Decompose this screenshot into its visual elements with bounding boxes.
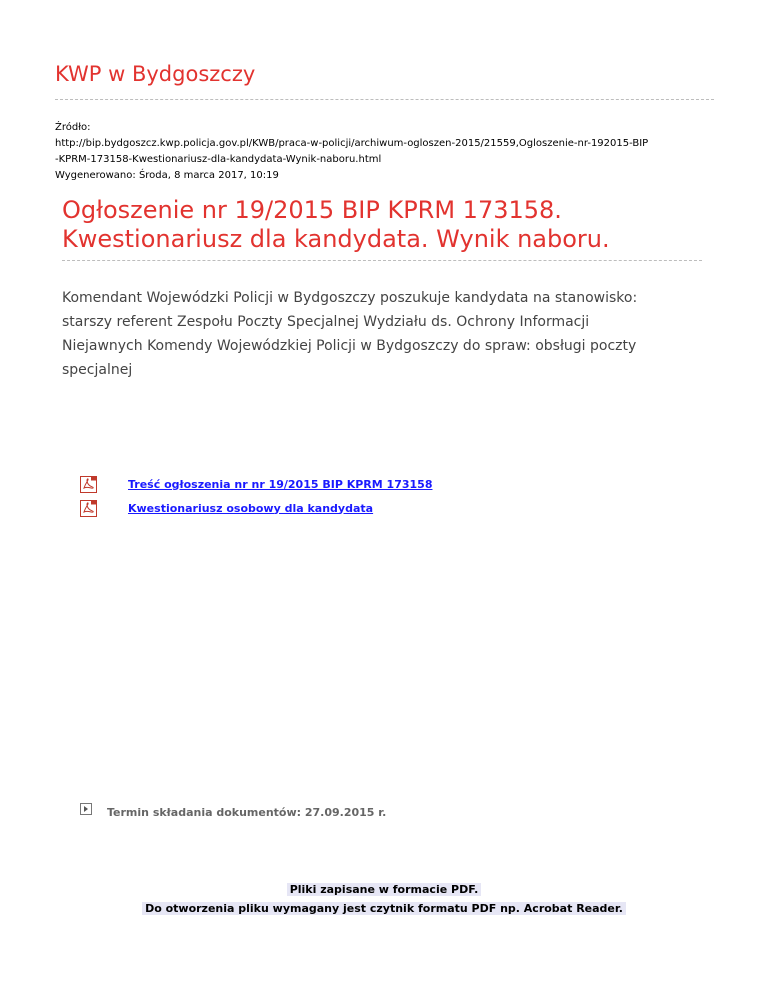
body-line1: Komendant Wojewódzki Policji w Bydgoszczy poszukuje kandydata na stanowisko: [62, 290, 638, 306]
bullet-arrow-icon [80, 803, 92, 815]
article-title-line1: Ogłoszenie nr 19/2015 BIP KPRM 173158. [62, 196, 562, 224]
header-divider [55, 99, 714, 100]
pdf-note-line1: Pliki zapisane w formacie PDF. [287, 883, 482, 896]
article-title [62, 196, 702, 254]
attachment-link-kwestionariusz[interactable]: Kwestionariusz osobowy dla kandydata [128, 501, 374, 515]
source-meta [55, 120, 725, 184]
pdf-icon[interactable] [80, 500, 97, 517]
body-line2: starszy referent Zespołu Poczty Specjalnej Wydziału ds. Ochrony Informacji [62, 314, 590, 330]
article-title-line2: Kwestionariusz dla kandydata. Wynik naboru. [62, 225, 610, 253]
attachment-link-ogloszenie[interactable]: Treść ogłoszenia nr nr 19/2015 BIP KPRM 173158 [128, 477, 433, 491]
source-url-line2: -KPRM-173158-Kwestionariusz-dla-kandydata-Wynik-naboru.html [55, 154, 382, 165]
pdf-note [0, 880, 768, 918]
pdf-note-line2: Do otworzenia pliku wymagany jest czytnik formatu PDF np. Acrobat Reader. [142, 902, 626, 915]
generated-date: Wygenerowano: Środa, 8 marca 2017, 10:19 [55, 170, 279, 181]
attachment-item[interactable] [80, 496, 432, 520]
attachment-item[interactable] [80, 472, 432, 496]
source-label: Źródło: [55, 122, 91, 133]
deadline-text: Termin składania dokumentów: 27.09.2015 r. [107, 806, 387, 819]
site-title: KWP w Bydgoszczy [55, 62, 256, 86]
body-line3: Niejawnych Komendy Wojewódzkiej Policji w Bydgoszczy do spraw: obsługi poczty [62, 338, 637, 354]
source-url-line1: http://bip.bydgoszcz.kwp.policja.gov.pl/KWB/praca-w-policji/archiwum-ogloszen-2015/21559,Ogloszenie-nr-192015-BIP [55, 138, 649, 149]
attachment-list [80, 472, 432, 520]
body-line4: specjalnej [62, 362, 133, 378]
title-divider [62, 260, 702, 261]
pdf-icon[interactable] [80, 476, 97, 493]
article-body [62, 286, 702, 382]
deadline [80, 806, 386, 819]
